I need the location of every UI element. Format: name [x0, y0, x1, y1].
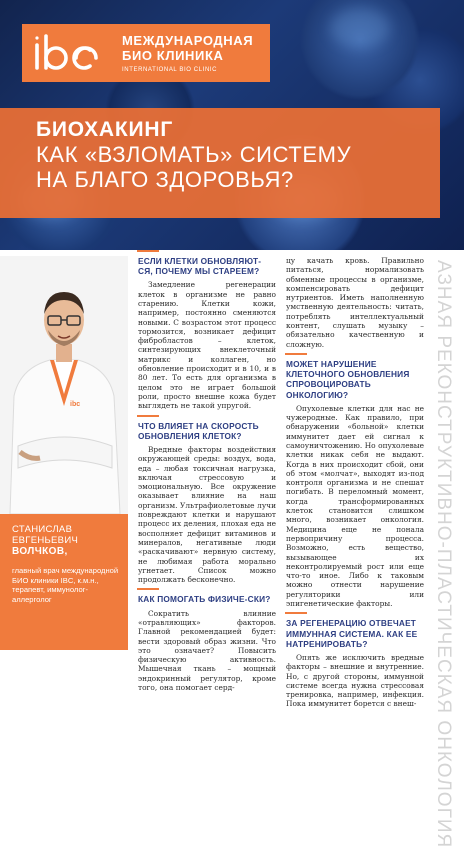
hero-image	[0, 0, 464, 250]
answer-paragraph: Опять же исключить вредные факторы – внешние и внутренние. Но, с другой стороны, иммунной системе всегда нужна стрессовая тренировка, например, инфекция. Пока иммунитет борется с внеш-	[286, 652, 424, 709]
clinic-logo	[22, 24, 270, 82]
headline-line1: КАК «ВЗЛОМАТЬ» СИСТЕМУ	[36, 142, 352, 167]
logo-line2: БИО КЛИНИКА	[122, 48, 224, 63]
headline-line2: НА БЛАГО ЗДОРОВЬЯ?	[36, 167, 294, 192]
doctor-caption	[0, 514, 128, 650]
title-banner	[0, 108, 440, 218]
doctor-surname: ВОЛЧКОВ,	[12, 546, 68, 557]
doctor-role: главный врач международной БИО клиники IBC, к.м.н., терапевт, иммунолог-аллерголог	[12, 566, 119, 604]
article-column-2	[286, 256, 424, 717]
article-column-1	[138, 256, 276, 700]
doctor-name: СТАНИСЛАВ ЕВГЕНЬЕВИЧ	[12, 524, 79, 546]
question-heading: ЗА РЕГЕНЕРАЦИЮ ОТВЕЧАЕТ ИММУННАЯ СИСТЕМА. КАК ЕЕ НАТРЕНИРОВАТЬ?	[286, 618, 424, 649]
answer-paragraph: Сократить влияние «отравляющих» факторов. Главной рекомендацией будет: вести здоровый образ жизни. Что это означает? Повысить физическую активность. Мышечная ткань – мощный эндокринный регулятор, кроме того, она помогает серд-	[138, 608, 276, 692]
answer-paragraph: цу качать кровь. Правильно питаться, нормализовать обменные процессы в организме, компенсировать дефицит нутриентов. Иметь наполненную умственную деятельность: читать, потреблять интеллектуальный контент, слушать музыку – обязательно качественную и сложную.	[286, 256, 424, 349]
doctor-portrait-illustration	[0, 256, 128, 514]
answer-paragraph: Опухолевые клетки для нас не чужеродные. Как правило, при обнаружении «больной» клетки иммунитет дает ей сигнал к самоуничтожению. Но опухолевые клетки никак себя не выдают. Когда в них происходит сбой, они об этом «молчат», выходят из-под контроля организма и не спешат погибать. В переломный момент, когда трансформированных клеток становится слишком много, возникает онкология. Медицина еще не понала первопричину процесса. Возможно, есть вещество, вызывающее их неконтролируемый рост или еще что-то иное. Либо к таковым можно отнести нарушение регуляторики или эпигенетические факторы.	[286, 403, 424, 609]
side-vertical-text	[430, 260, 460, 848]
rubric-title: БИОХАКИНГ	[36, 118, 174, 141]
question-heading: КАК ПОМОГАТЬ ФИЗИЧЕ-СКИ?	[138, 594, 276, 604]
logo-line3: INTERNATIONAL BIO CLINIC	[122, 67, 218, 73]
logo-line1: МЕЖДУНАРОДНАЯ	[122, 33, 254, 48]
svg-text:ibc: ibc	[70, 401, 81, 408]
question-heading: МОЖЕТ НАРУШЕНИЕ КЛЕТОЧНОГО ОБНОВЛЕНИЯ СПРОВОЦИРОВАТЬ ОНКОЛОГИЮ?	[286, 359, 424, 400]
ibc-logo-icon	[32, 32, 112, 74]
answer-paragraph: Вредные факторы воздействия окружающей среды: воздух, вода, еда – любая токсичная нагрузка, включая стрессовую и эмоциональную. Все окружение оказывает влияние на наш организм. Ультрафиолетовые лучи повреждают клетки и нарушают процесс их деления, плохая еда не восполняет дефицит витаминов и минералов, негативные люди «раскачивают» нервную систему, не любимая работа морально угнетает. Список можно продолжать бесконечно.	[138, 444, 276, 585]
question-heading: ЕСЛИ КЛЕТКИ ОБНОВЛЯЮТ-СЯ, ПОЧЕМУ МЫ СТАРЕЕМ?	[138, 256, 276, 276]
hero-glow	[330, 8, 390, 48]
side-text-label: АЗНАЯ РЕКОНСТРУКТИВНО-ПЛАСТИЧЕСКАЯ ОНКОЛОГИЯ	[433, 260, 454, 848]
ibc-logo-mark	[32, 32, 112, 74]
question-heading: ЧТО ВЛИЯЕТ НА СКОРОСТЬ ОБНОВЛЕНИЯ КЛЕТОК?	[138, 421, 276, 441]
doctor-photo	[0, 256, 128, 514]
answer-paragraph: Замедление регенерации клеток в организме не равно старению. Клетки кожи, например, постоянно сменяются новыми. С возрастом этот процесс тормозится, возникает дефицит фибробластов – клеток, синтезирующих внеклеточный матрикс и коллаген, но обновление происходит и в 10, и в 80 лет. То есть для организма в целом это не играет большой роли, просто внешне кожа будет выглядеть не такой упругой.	[138, 280, 276, 411]
